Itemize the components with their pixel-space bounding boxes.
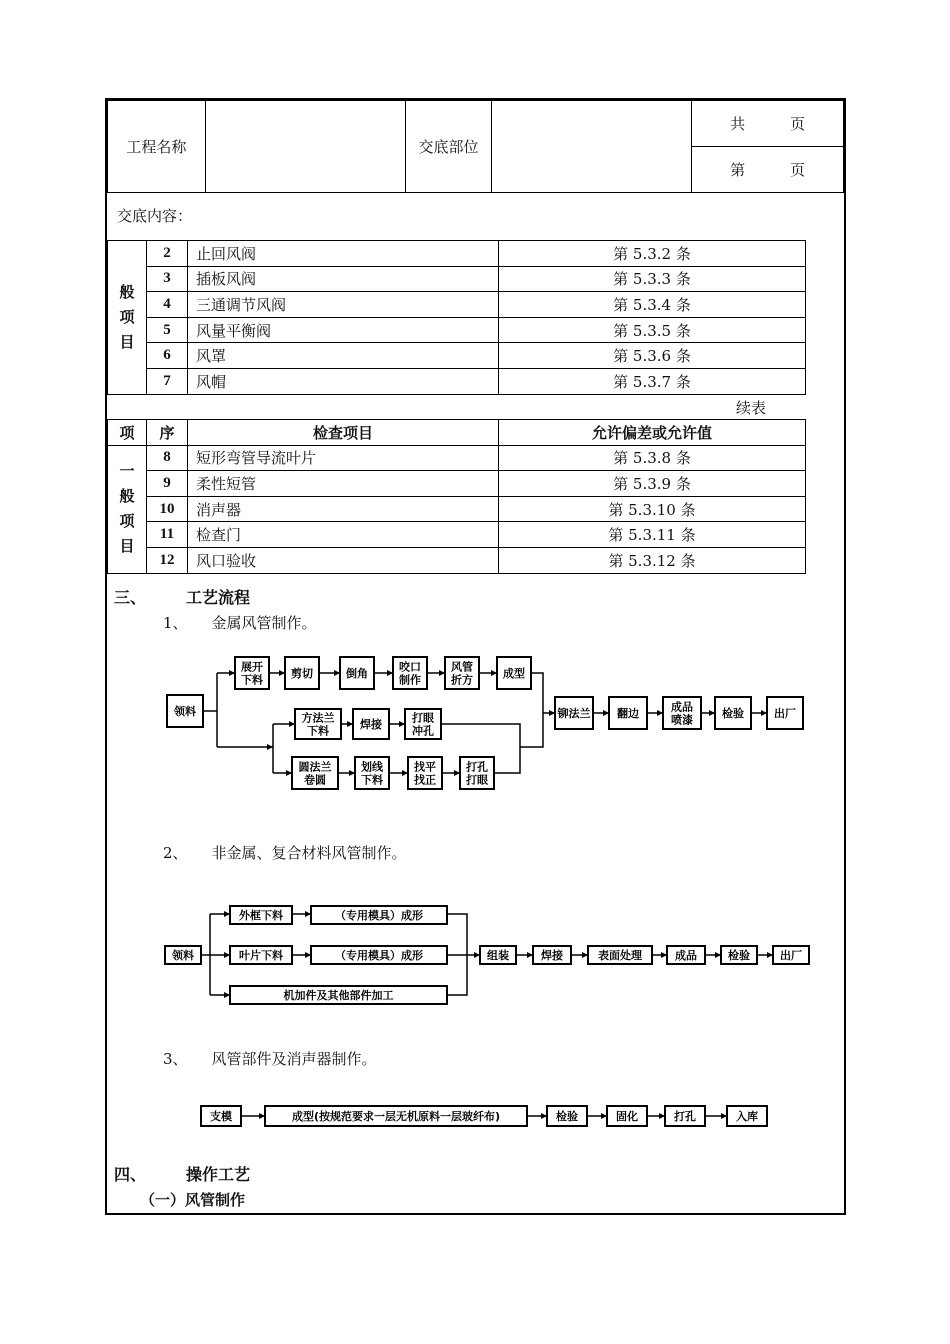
page-number: 第 页 [692, 147, 844, 193]
row-item: 短形弯管导流叶片 [188, 445, 499, 471]
flow-label: 剪切 [291, 667, 313, 680]
flow-label: 划线 [361, 760, 383, 774]
step-text: 金属风管制作。 [211, 614, 317, 632]
flow-label: 成型(按规范要求一层无机原料一层玻纤布) [291, 1110, 501, 1123]
section-title: 操作工艺 [186, 1165, 251, 1184]
row-clause: 第 5.3.6 条 [499, 343, 806, 369]
row-clause: 第 5.3.8 条 [499, 445, 806, 471]
row-clause: 第 5.3.10 条 [499, 496, 806, 522]
flow-label: 铆法兰 [557, 707, 591, 720]
flow-label: 出厂 [780, 949, 802, 962]
subsection-heading [140, 1189, 245, 1210]
row-number: 7 [147, 368, 188, 394]
row-number: 2 [147, 241, 188, 267]
group-label: 一 般 项 目 [108, 445, 147, 573]
flow-label: 组装 [487, 949, 509, 962]
row-number: 10 [147, 496, 188, 522]
flow-label: 制作 [399, 673, 421, 687]
row-clause: 第 5.3.5 条 [499, 317, 806, 343]
flow-label: 展开 [241, 660, 263, 674]
table-row [108, 343, 806, 369]
row-item: 三通调节风阀 [188, 292, 499, 318]
flow-label: 焊接 [541, 949, 563, 962]
flow-label: 检验 [728, 949, 750, 962]
row-number: 9 [147, 471, 188, 497]
flow-label: 打孔 [466, 760, 488, 774]
step-number: 3、 [163, 1050, 188, 1068]
flow-label: 成品 [671, 700, 693, 714]
table-row [108, 445, 806, 471]
row-item: 消声器 [188, 496, 499, 522]
header-cell: 检查项目 [188, 420, 499, 446]
row-clause: 第 5.3.4 条 [499, 292, 806, 318]
flow-label: （专用模具）成形 [335, 949, 423, 962]
row-clause: 第 5.3.3 条 [499, 266, 806, 292]
section-3-heading [114, 585, 250, 608]
flow-label: 入库 [736, 1110, 758, 1123]
row-item: 插板风阀 [188, 266, 499, 292]
flow-label: 检验 [556, 1110, 578, 1123]
flow-label: 打孔 [674, 1110, 696, 1123]
step-number: 2、 [163, 844, 188, 862]
flow-label: 叶片下料 [239, 949, 283, 962]
bottom-border [105, 1213, 846, 1215]
row-clause: 第 5.3.12 条 [499, 547, 806, 573]
flow-label: 检验 [722, 707, 744, 720]
flow-label: 外框下料 [239, 909, 283, 922]
flow-label: 方法兰 [301, 711, 335, 725]
header-cell: 允许偏差或允许值 [499, 420, 806, 446]
content-label: 交底内容： [117, 207, 193, 225]
flow-label: 下料 [361, 773, 383, 787]
step-text: 非金属、复合材料风管制作。 [211, 844, 407, 862]
row-number: 6 [147, 343, 188, 369]
step-text: 风管部件及消声器制作。 [211, 1050, 377, 1068]
row-number: 11 [147, 522, 188, 548]
row-item: 柔性短管 [188, 471, 499, 497]
table-row [108, 266, 806, 292]
flow-diagram-components [195, 1100, 775, 1132]
flow-label: 圆法兰 [298, 760, 332, 774]
flow-label: 折方 [451, 673, 473, 687]
row-item: 风口验收 [188, 547, 499, 573]
subsection-number: （一） [140, 1191, 186, 1209]
row-clause: 第 5.3.2 条 [499, 241, 806, 267]
location-label: 交底部位 [406, 101, 492, 193]
row-clause: 第 5.3.9 条 [499, 471, 806, 497]
table-row [108, 317, 806, 343]
table-row [108, 496, 806, 522]
flow-label: 找平 [414, 760, 436, 774]
arrow-head [267, 744, 273, 750]
table-row [108, 292, 806, 318]
header-cell: 序 [147, 420, 188, 446]
flow-label: 领料 [174, 705, 196, 718]
subsection-title: 风管制作 [185, 1191, 246, 1209]
step-1 [163, 612, 317, 633]
header-cell: 项 [108, 420, 147, 446]
flow-label: 翻边 [617, 707, 639, 720]
table-row [108, 368, 806, 394]
flow-diagram-nonmetal-duct [155, 900, 815, 1010]
flow-label: 领料 [172, 949, 194, 962]
location-value [491, 101, 691, 193]
section-number: 四、 [114, 1165, 147, 1184]
flow-label: 焊接 [360, 718, 382, 731]
flow-label: 打眼 [412, 711, 434, 725]
inspection-table-2 [107, 419, 806, 574]
flow-label: 打眼 [466, 773, 488, 787]
row-clause: 第 5.3.7 条 [499, 368, 806, 394]
flow-label: 风管 [451, 660, 473, 674]
inspection-table-1 [107, 240, 806, 395]
flow-label: 下料 [307, 724, 329, 738]
flow-label: 固化 [616, 1110, 638, 1123]
row-item: 风罩 [188, 343, 499, 369]
table-row [108, 522, 806, 548]
flow-label: 表面处理 [598, 949, 642, 962]
table-row [108, 241, 806, 267]
flow-label: 喷漆 [671, 713, 693, 727]
section-4-heading [114, 1162, 250, 1185]
flow-label: 支模 [210, 1110, 232, 1123]
row-number: 5 [147, 317, 188, 343]
row-item: 风帽 [188, 368, 499, 394]
step-2 [163, 842, 407, 863]
flow-label: 找正 [414, 773, 436, 787]
row-item: 止回风阀 [188, 241, 499, 267]
row-number: 8 [147, 445, 188, 471]
table-header [108, 420, 806, 446]
flow-label: 卷圆 [304, 773, 326, 787]
section-title: 工艺流程 [186, 588, 251, 607]
flow-label: 倒角 [346, 667, 368, 680]
flow-label: 机加件及其他部件加工 [283, 989, 394, 1002]
continued-label: 续表 [735, 399, 766, 417]
total-pages: 共 页 [692, 101, 844, 147]
row-number: 12 [147, 547, 188, 573]
step-3 [163, 1048, 377, 1069]
project-name-value [205, 101, 405, 193]
row-number: 3 [147, 266, 188, 292]
section-number: 三、 [114, 588, 147, 607]
flow-label: 咬口 [399, 660, 421, 674]
row-item: 检查门 [188, 522, 499, 548]
flow-label: 冲孔 [412, 724, 434, 738]
header-table [107, 100, 844, 193]
flow-diagram-metal-duct [155, 645, 815, 795]
flow-label: 成品 [675, 949, 697, 962]
step-number: 1、 [163, 614, 188, 632]
table-row [108, 547, 806, 573]
flow-label: 成型 [503, 667, 525, 680]
flow-label: （专用模具）成形 [335, 909, 423, 922]
group-label: 般 项 目 [108, 241, 147, 395]
flow-label: 出厂 [774, 707, 796, 720]
row-number: 4 [147, 292, 188, 318]
table-row [108, 471, 806, 497]
row-clause: 第 5.3.11 条 [499, 522, 806, 548]
project-name-label: 工程名称 [108, 101, 206, 193]
flow-label: 下料 [241, 673, 263, 687]
row-item: 风量平衡阀 [188, 317, 499, 343]
